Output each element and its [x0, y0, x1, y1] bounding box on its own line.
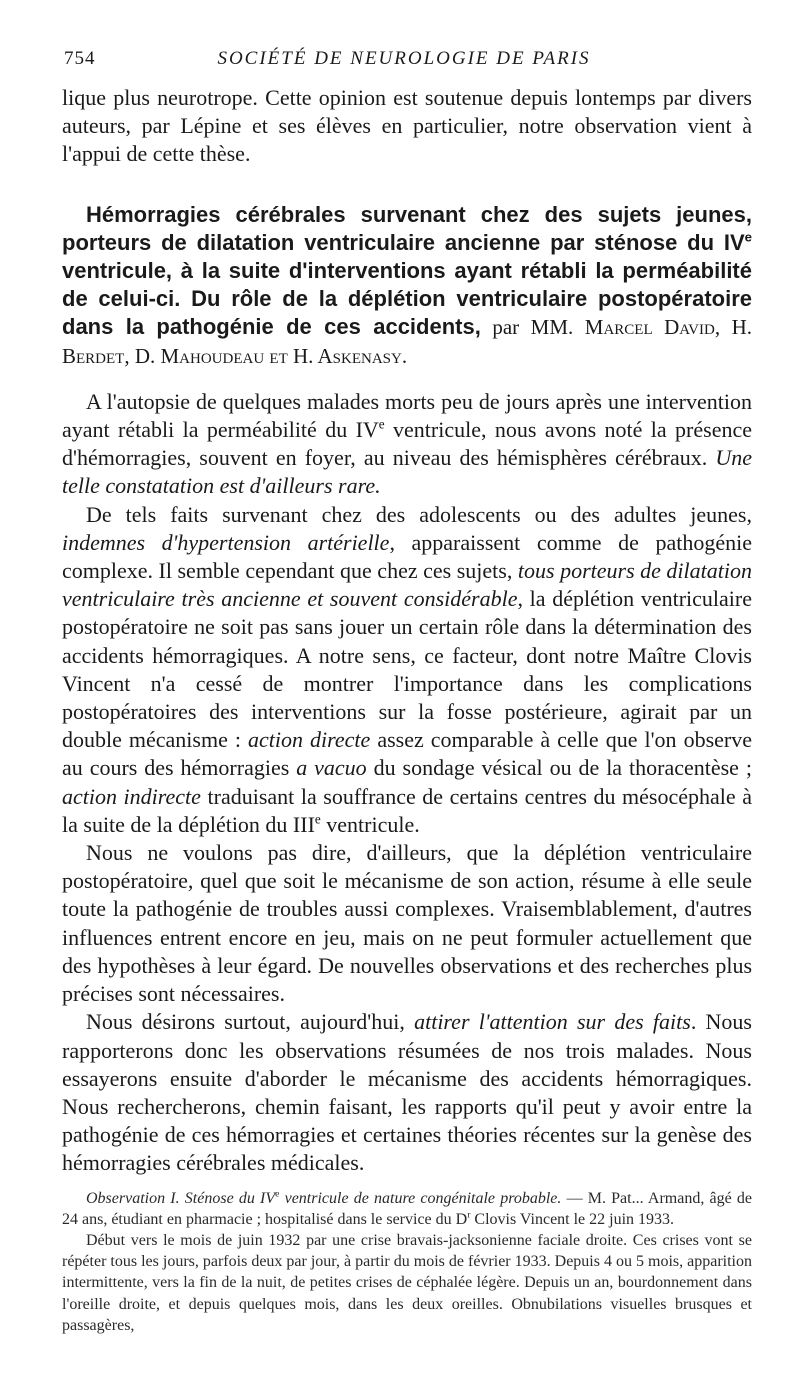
para2-text-d: assez comparable à celle que l'on observe au cours des hémorragies [62, 727, 752, 781]
paragraph-4 [62, 1008, 752, 1177]
para4-text-a: Nous désirons surtout, aujourd'hui, [86, 1009, 415, 1035]
para2-text-e: du sondage vésical ou de la thoracentèse ; [366, 755, 752, 781]
page-header [64, 48, 744, 78]
authors-prefix: par MM. [480, 315, 585, 340]
para4-italic: attirer l'attention sur des faits [414, 1009, 691, 1035]
title-text-rest: ventricule, à la suite d'interventions ayant rétabli la perméabilité de celui-ci. Du rôle de la déplétion ventriculaire postopératoire dans la pathogénie de ces accidents, [62, 258, 752, 340]
para1-italic: Une telle constatation est d'ailleurs rare. [62, 445, 752, 499]
title-superscript: e [744, 229, 752, 245]
page-body [62, 84, 752, 1336]
observation-title: Observation I. Sténose du IV [86, 1189, 276, 1207]
para2-text-g: ventricule. [320, 811, 420, 837]
paragraph-3: Nous ne voulons pas dire, d'ailleurs, que la déplétion ventriculaire postopératoire, quel que soit le mécanisme de son action, résume à elle seule toute la pathogénie de troubles aussi complexes. Vraisemblablement, d'autres influences entrent encore en jeu, mais on ne peut formuler actuellement que des hypothèses à leur égard. De nouvelles observations et des recherches plus précises sont nécessaires. [62, 840, 752, 1007]
para2-text-b: , apparaissent comme de pathogénie complexe. Il semble cependant que chez ces sujets, [62, 529, 752, 584]
main-text [62, 84, 752, 1178]
para2-text-c: , la déplétion ventriculaire postopératoire ne soit pas sans jouer un certain rôle dans la détermination des accidents hémorragiques. A notre sens, ce facteur, dont notre Maître Clovis Vincent n'a cessé de montrer l'importance dans les complications postopératoires des interventions sur la fosse postérieure, agirait par un double mécanisme : [62, 586, 752, 753]
para2-italic-5: action indirecte [62, 783, 201, 809]
para1-text-a: A l'autopsie de quelques malades morts peu de jours après une intervention ayant rétabli la perméabilité du IV [62, 388, 752, 443]
page-number: 754 [64, 48, 96, 69]
authors: Marcel David, H. Berdet, D. Mahoudeau et H. Askenasy. [62, 315, 752, 368]
title-text: Hémorragies cérébrales survenant chez des sujets jeunes, porteurs de dilatation ventriculaire ancienne par sténose du IV [62, 201, 752, 255]
paragraph-2 [62, 501, 752, 839]
para2-text-a: De tels faits survenant chez des adolescents ou des adultes jeunes, [86, 501, 752, 527]
running-head: SOCIÉTÉ DE NEUROLOGIE DE PARIS [217, 48, 591, 69]
observation-text-a: — M. Pat... Armand, âgé de 24 ans, étudiant en pharmacie ; hospitalisé dans le service du D [62, 1189, 753, 1228]
para2-italic-1: indemnes d'hypertension artérielle [62, 529, 390, 555]
para2-text-f: traduisant la souffrance de certains centres du mésocéphale à la suite de la déplétion du III [62, 783, 752, 837]
observation-heading [62, 1188, 752, 1230]
para2-sup: e [314, 811, 321, 827]
para1-text-b: ventricule, nous avons noté la présence d'hémorragies, souvent en foyer, au niveau des hémisphères cérébraux. [62, 417, 753, 471]
intro-paragraph: lique plus neurotrope. Cette opinion est soutenue depuis lontemps par divers auteurs, par Lépine et ses élèves en particulier, notre observation vient à l'appui de cette thèse. [62, 85, 752, 167]
para2-italic-3: action directe [248, 727, 371, 753]
para1-sup: e [378, 416, 385, 432]
observation-title-rest: ventricule de nature congénitale probable. [279, 1189, 562, 1207]
para2-italic-4: a vacuo [296, 755, 367, 781]
para4-text-b: . Nous rapporterons donc les observations résumées de nos trois malades. Nous essayerons ensuite d'aborder le mécanisme des accidents hémorragiques. Nous rechercherons, chemin faisant, les rapports qu'il peut y avoir entre la pathogénie de ces hémorragies et certaines théories récentes sur la genèse des hémorragies cérébrales médicales. [62, 1009, 752, 1176]
observation-sup-2: r [467, 1209, 471, 1221]
observation-text-b: Clovis Vincent le 22 juin 1933. [470, 1210, 675, 1228]
observation-sup: e [275, 1188, 280, 1200]
para2-italic-2: tous porteurs de dilatation ventriculaire très ancienne et souvent considérable [62, 558, 752, 612]
observation-block [62, 1188, 752, 1336]
paragraph-1 [62, 388, 752, 501]
observation-paragraph-2: Début vers le mois de juin 1932 par une crise bravais-jacksonienne faciale droite. Ces crises vont se répéter tous les jours, parfois deux par jour, à partir du mois de février 1933. Depuis 4 ou 5 mois, apparition intermittente, vers la fin de la nuit, de petites crises de céphalée légère. Depuis un an, bourdonnement dans l'oreille droite, et depuis quelques mois, dans les deux oreilles. Obnubilations visuelles brusques et passagères, [62, 1231, 752, 1334]
article-title [62, 201, 752, 370]
